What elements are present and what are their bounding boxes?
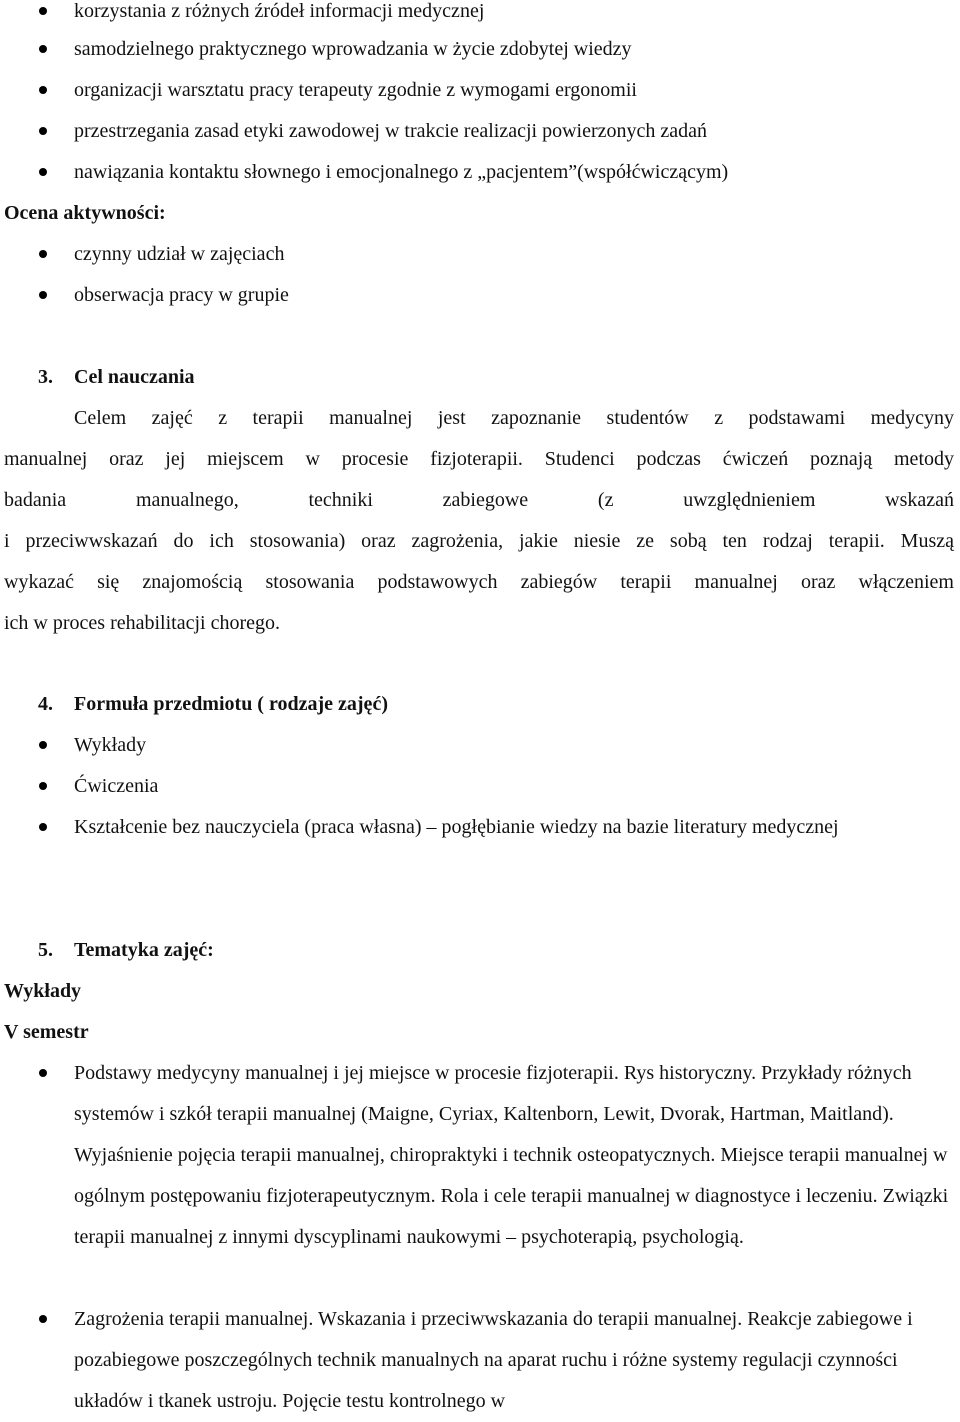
- subheading-semester: V semestr: [4, 1021, 89, 1043]
- subheading-wyklady: Wykłady: [4, 980, 82, 1002]
- list-item: Wykłady: [74, 725, 954, 766]
- paragraph-line: ich w proces rehabilitacji chorego.: [4, 612, 280, 634]
- paragraph-line: i przeciwwskazań do ich stosowania) oraz zagrożenia, jakie niesie ze sobą ten rodzaj terapii. Muszą: [4, 530, 954, 552]
- section-title: Formuła przedmiotu ( rodzaje zajęć): [74, 693, 388, 715]
- list-item: Ćwiczenia: [74, 766, 954, 807]
- section-number: 4.: [38, 693, 53, 715]
- list-item: przestrzegania zasad etyki zawodowej w trakcie realizacji powierzonych zadań: [74, 111, 954, 152]
- section-number: 3.: [38, 366, 53, 388]
- list-item: organizacji warsztatu pracy terapeuty zgodnie z wymogami ergonomii: [74, 70, 954, 111]
- section-number: 5.: [38, 939, 53, 961]
- paragraph-line: manualnej oraz jej miejscem w procesie fizjoterapii. Studenci podczas ćwiczeń poznają metody: [4, 448, 954, 470]
- list-item: Podstawy medycyny manualnej i jej miejsce w procesie fizjoterapii. Rys historyczny. Przykłady różnych systemów i szkół terapii manualnej (Maigne, Cyriax, Kaltenborn, Lewit, Dvorak, Hartman, Maitland). Wyjaśnienie pojęcia terapii manualnej, chiropraktyki i technik osteopatycznych. Miejsce terapii manualnej w ogólnym postępowaniu fizjoterapeutycznym. Rola i cele terapii manualnej w diagnostyce i leczeniu. Związki terapii manualnej z innymi dyscyplinami naukowymi – psychoterapią, psychologią.: [74, 1053, 954, 1258]
- list-item: Kształcenie bez nauczyciela (praca własna) – pogłębianie wiedzy na bazie literatury medycznej: [74, 807, 894, 848]
- list-item: nawiązania kontaktu słownego i emocjonalnego z „pacjentem”(współćwiczącym): [74, 152, 954, 193]
- section-title: Tematyka zajęć:: [74, 939, 214, 961]
- ocena-heading: Ocena aktywności:: [4, 202, 166, 224]
- list-item: obserwacja pracy w grupie: [74, 275, 954, 316]
- section-3-paragraph: [4, 398, 954, 644]
- section-5-heading: [38, 930, 214, 971]
- section-title: Cel nauczania: [74, 366, 195, 388]
- list-item: samodzielnego praktycznego wprowadzania w życie zdobytej wiedzy: [74, 29, 954, 70]
- list-item: Zagrożenia terapii manualnej. Wskazania i przeciwwskazania do terapii manualnej. Reakcje zabiegowe i pozabiegowe poszczególnych technik manualnych na aparat ruchu i różne systemy regulacji czynności układów i tkanek ustroju. Pojęcie testu kontrolnego w: [74, 1299, 954, 1422]
- paragraph-line: Celem zajęć z terapii manualnej jest zapoznanie studentów z podstawami medycyny: [74, 407, 954, 429]
- paragraph-line: wykazać się znajomością stosowania podstawowych zabiegów terapii manualnej oraz włączeniem: [4, 571, 954, 593]
- section-4-heading: [38, 684, 388, 725]
- section-3-heading: [38, 357, 195, 398]
- paragraph-line: badania manualnego, techniki zabiegowe (z uwzględnieniem wskazań: [4, 489, 954, 511]
- list-item: korzystania z różnych źródeł informacji medycznej: [74, 0, 954, 32]
- list-item: czynny udział w zajęciach: [74, 234, 954, 275]
